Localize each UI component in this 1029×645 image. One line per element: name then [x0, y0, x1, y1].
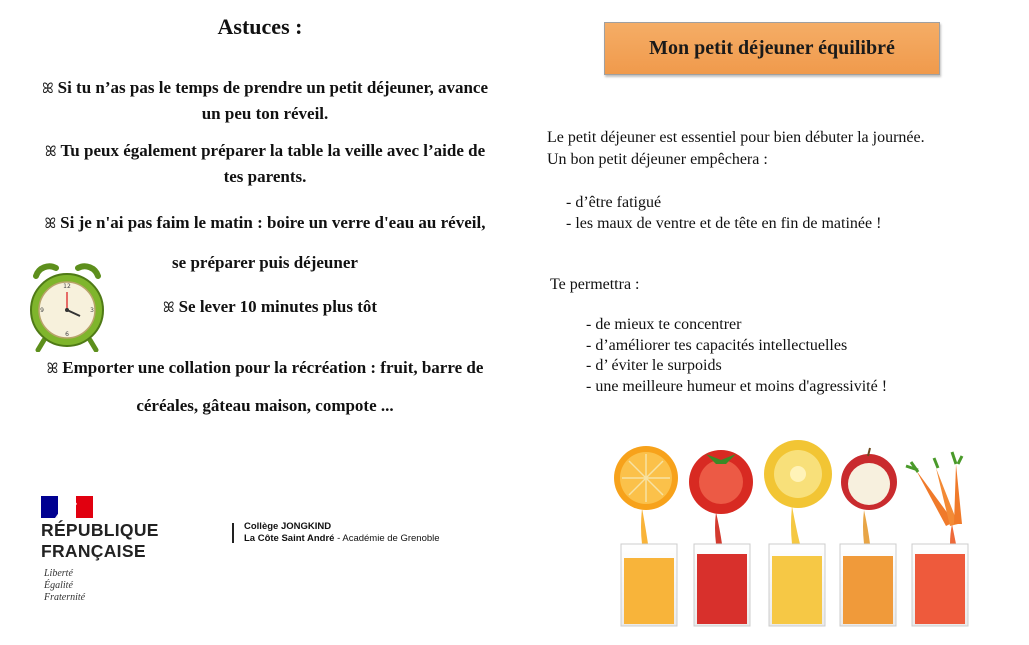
list-item: - d’être fatigué [566, 193, 881, 214]
bullet-icon: ꕤ [162, 301, 175, 316]
tip-text-line2: tes parents. [223, 167, 307, 186]
french-flag-logo [41, 496, 93, 518]
republique-francaise-logo [41, 520, 159, 562]
intro-paragraph: Le petit déjeuner est essentiel pour bien débuter la journée. Un bon petit déjeuner empêchera : [547, 129, 925, 168]
page-title: Mon petit déjeuner équilibré [604, 22, 940, 75]
carrot-icon [906, 452, 962, 544]
logo-line2: FRANÇAISE [41, 541, 146, 561]
list-item: - une meilleure humeur et moins d'agressivité ! [586, 377, 887, 398]
school-info [244, 521, 440, 545]
fruit-juice-illustration [606, 440, 1006, 635]
tip-text-line1: Si tu n’as pas le temps de prendre un petit déjeuner, avance [57, 78, 489, 97]
benefits-list [586, 315, 887, 397]
svg-text:9: 9 [40, 307, 44, 314]
pineapple-icon [764, 440, 832, 544]
tomato-icon [689, 450, 753, 544]
list-item: - d’améliorer tes capacités intellectuelles [586, 336, 887, 357]
tip-item [20, 139, 510, 189]
tip-item [20, 350, 510, 424]
svg-text:3: 3 [90, 307, 94, 314]
apple-icon [841, 448, 897, 544]
list-item: - de mieux te concentrer [586, 315, 887, 336]
tip-text-line1: Si je n'ai pas faim le matin : boire un verre d'eau au réveil, [60, 213, 486, 232]
tip-text-line2: un peu ton réveil. [201, 104, 329, 123]
tip-item [140, 295, 400, 321]
alarm-clock-icon [26, 262, 108, 352]
svg-text:12: 12 [63, 283, 71, 290]
svg-text:6: 6 [65, 331, 69, 338]
tips-title: Astuces : [217, 14, 303, 39]
school-academy: - Académie de Grenoble [337, 533, 440, 544]
tip-text-line2: céréales, gâteau maison, compote ... [136, 396, 394, 415]
bullet-icon: ꕤ [41, 82, 54, 97]
prevents-list [566, 193, 881, 234]
tip-text-line1: Emporter une collation pour la récréation : fruit, barre de [62, 358, 484, 377]
allows-label: Te permettra : [550, 276, 640, 293]
divider [232, 523, 234, 543]
tip-text-line1: Tu peux également préparer la table la veille avec l’aide de [60, 141, 486, 160]
school-town: La Côte Saint André [244, 533, 335, 544]
tip-text-line2: se préparer puis déjeuner [172, 253, 358, 272]
logo-motto: Liberté Égalité Fraternité [44, 568, 86, 603]
bullet-icon: ꕤ [44, 217, 57, 232]
bullet-icon: ꕤ [46, 362, 59, 377]
list-item: - d’ éviter le surpoids [586, 356, 887, 377]
logo-line1: RÉPUBLIQUE [41, 520, 159, 540]
bullet-icon: ꕤ [44, 145, 57, 160]
list-item: - les maux de ventre et de tête en fin de matinée ! [566, 214, 881, 235]
school-name: Collège JONGKIND [244, 521, 332, 532]
tip-text-line1: Se lever 10 minutes plus tôt [178, 297, 378, 316]
orange-icon [614, 446, 678, 544]
tip-item [20, 76, 510, 126]
